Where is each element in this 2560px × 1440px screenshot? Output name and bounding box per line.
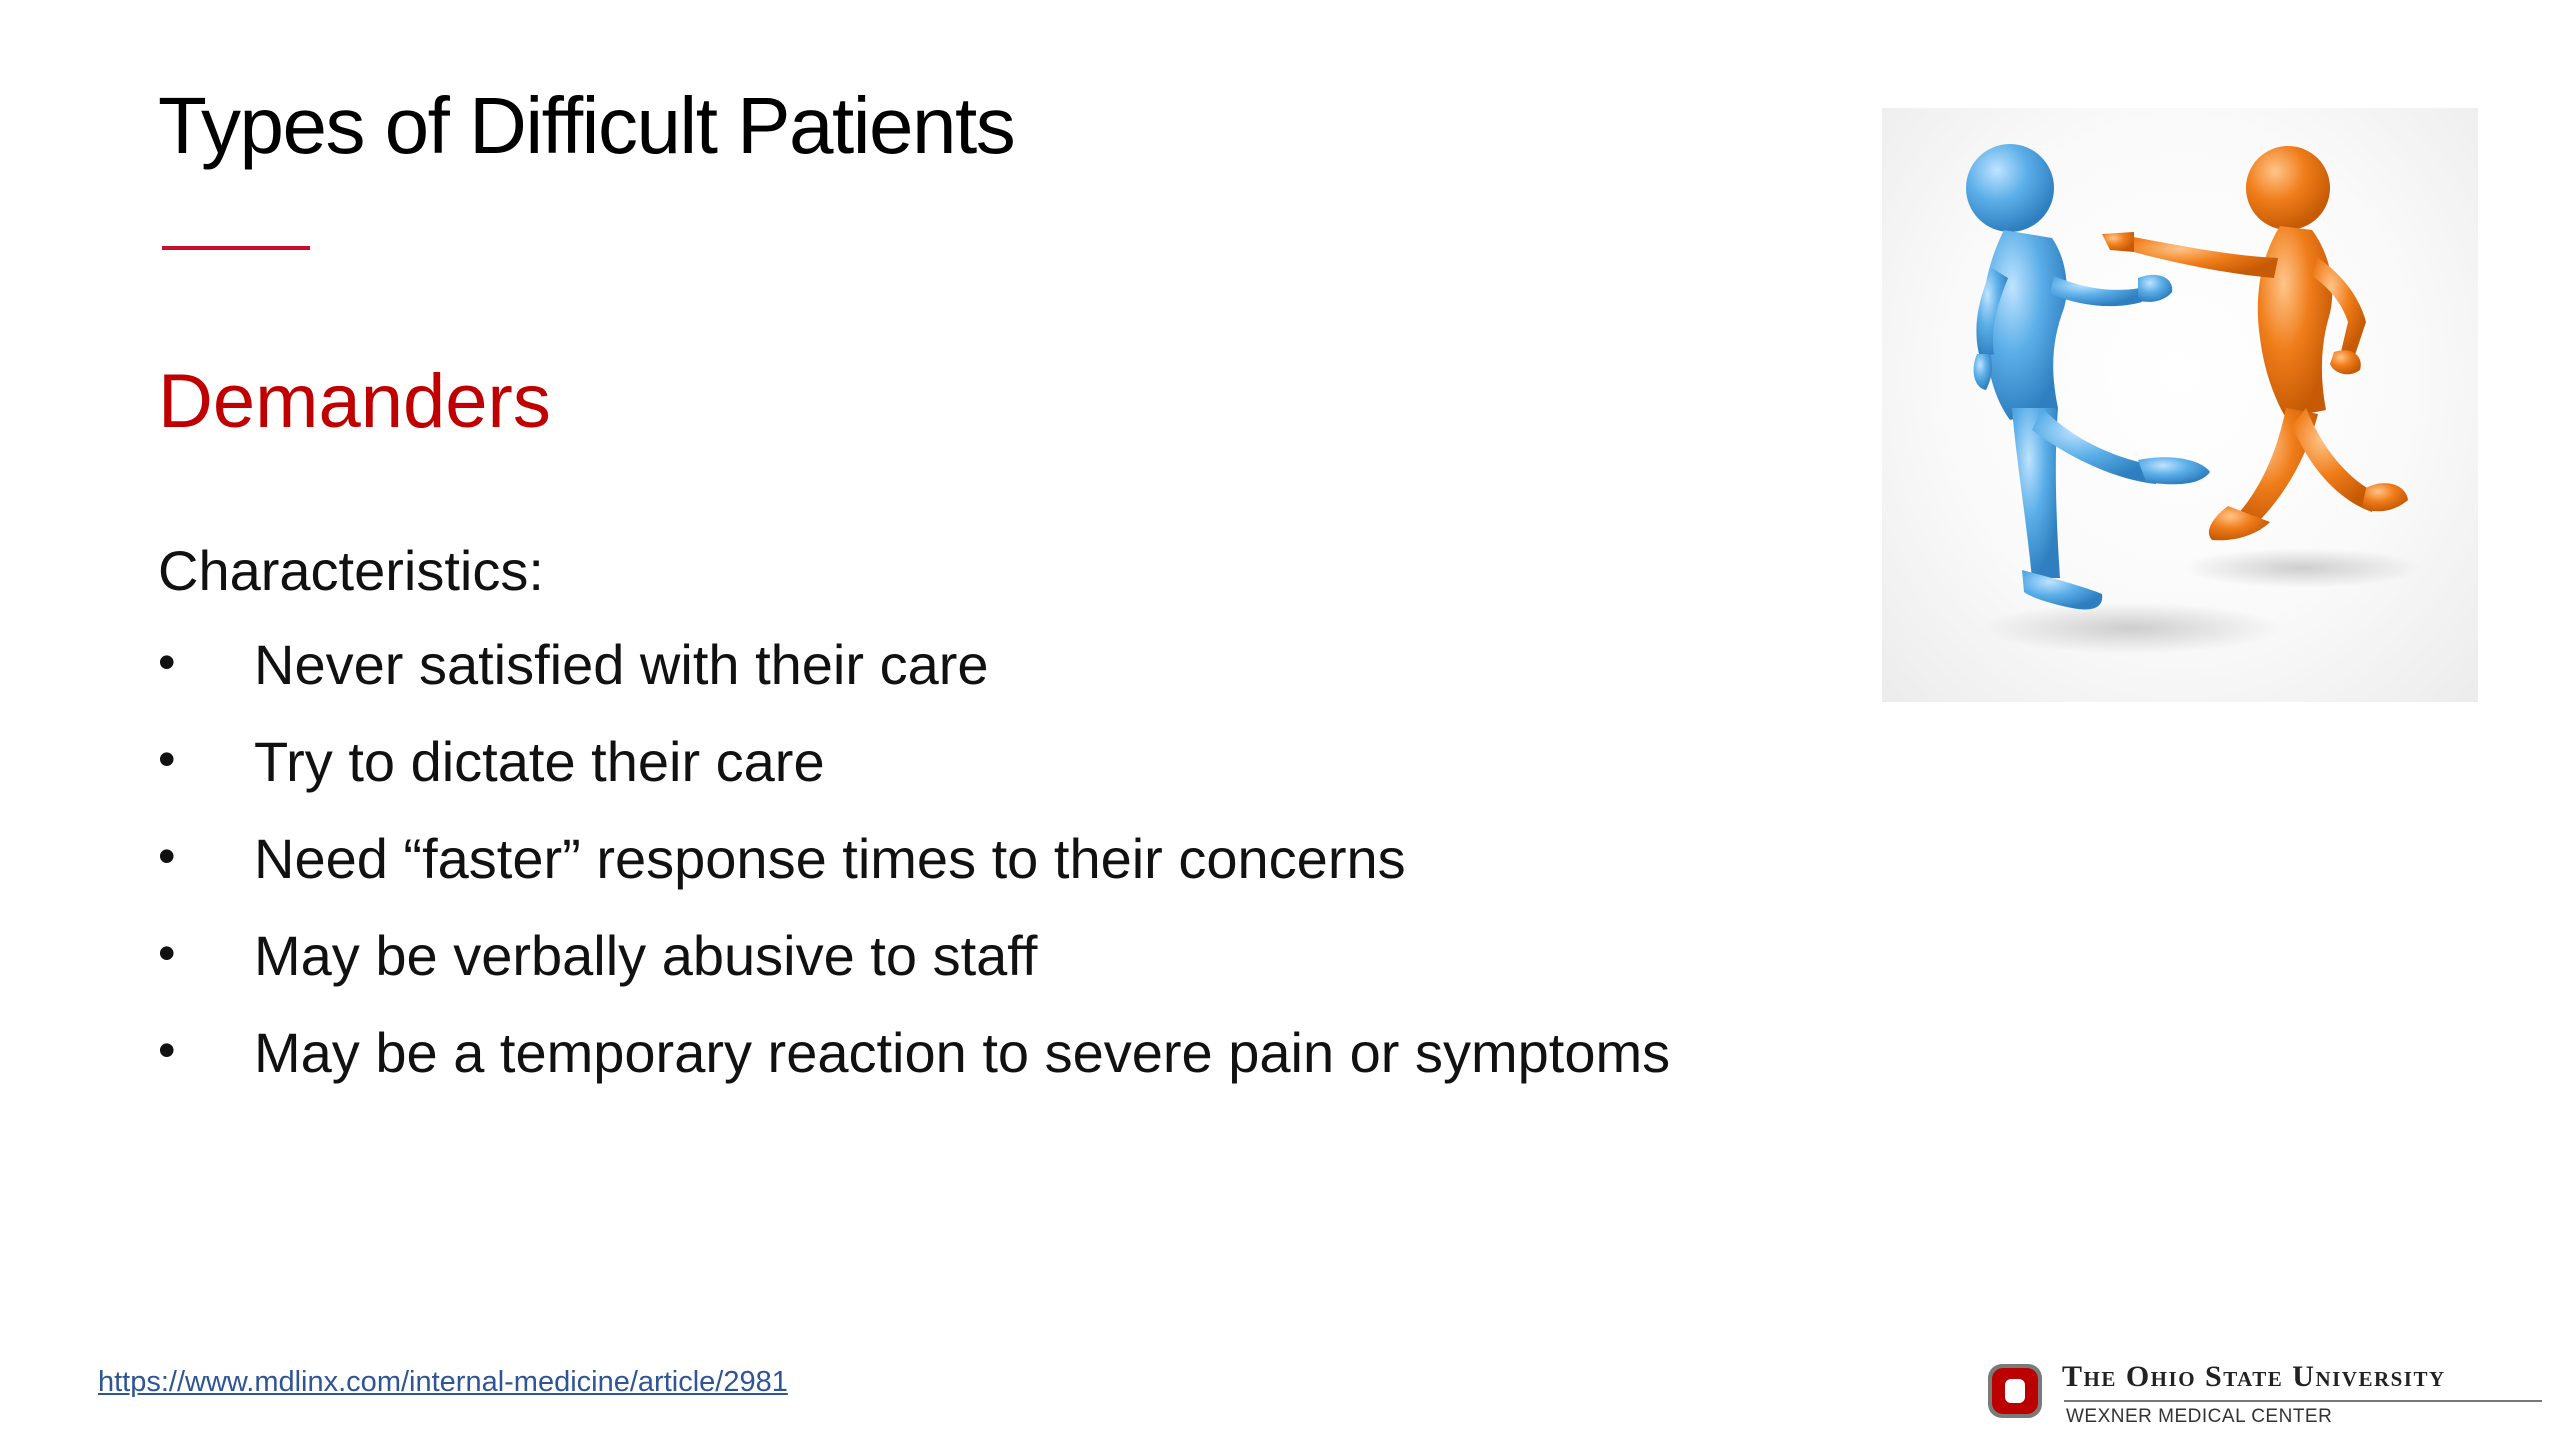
bullet-icon: • — [158, 634, 176, 690]
list-item-text: Try to dictate their care — [254, 730, 825, 793]
list-item-text: Never satisfied with their care — [254, 633, 989, 696]
source-link[interactable]: https://www.mdlinx.com/internal-medicine/article/2981 — [98, 1366, 788, 1398]
bullet-icon: • — [158, 731, 176, 787]
list-item-text: May be verbally abusive to staff — [254, 924, 1038, 987]
confrontation-figures-illustration — [1882, 108, 2478, 702]
bullet-icon: • — [158, 925, 176, 981]
confrontation-figures-icon — [1882, 108, 2478, 702]
osu-block-o-icon — [1984, 1360, 2046, 1422]
characteristics-label: Characteristics: — [158, 539, 544, 602]
list-item-text: May be a temporary reaction to severe pain or symptoms — [254, 1021, 1671, 1084]
osu-wexner-logo — [1984, 1360, 2544, 1430]
bullet-icon: • — [158, 1022, 176, 1078]
section-heading: Demanders — [158, 359, 551, 444]
title-underline — [162, 246, 310, 250]
blue-figure — [1966, 144, 2210, 609]
slide-title: Types of Difficult Patients — [158, 81, 1015, 170]
bullet-icon: • — [158, 828, 176, 884]
medical-center-name: WEXNER MEDICAL CENTER — [2066, 1406, 2333, 1427]
university-name: The Ohio State University — [2062, 1360, 2446, 1393]
logo-divider — [2064, 1400, 2542, 1402]
list-item-text: Need “faster” response times to their concerns — [254, 827, 1406, 890]
